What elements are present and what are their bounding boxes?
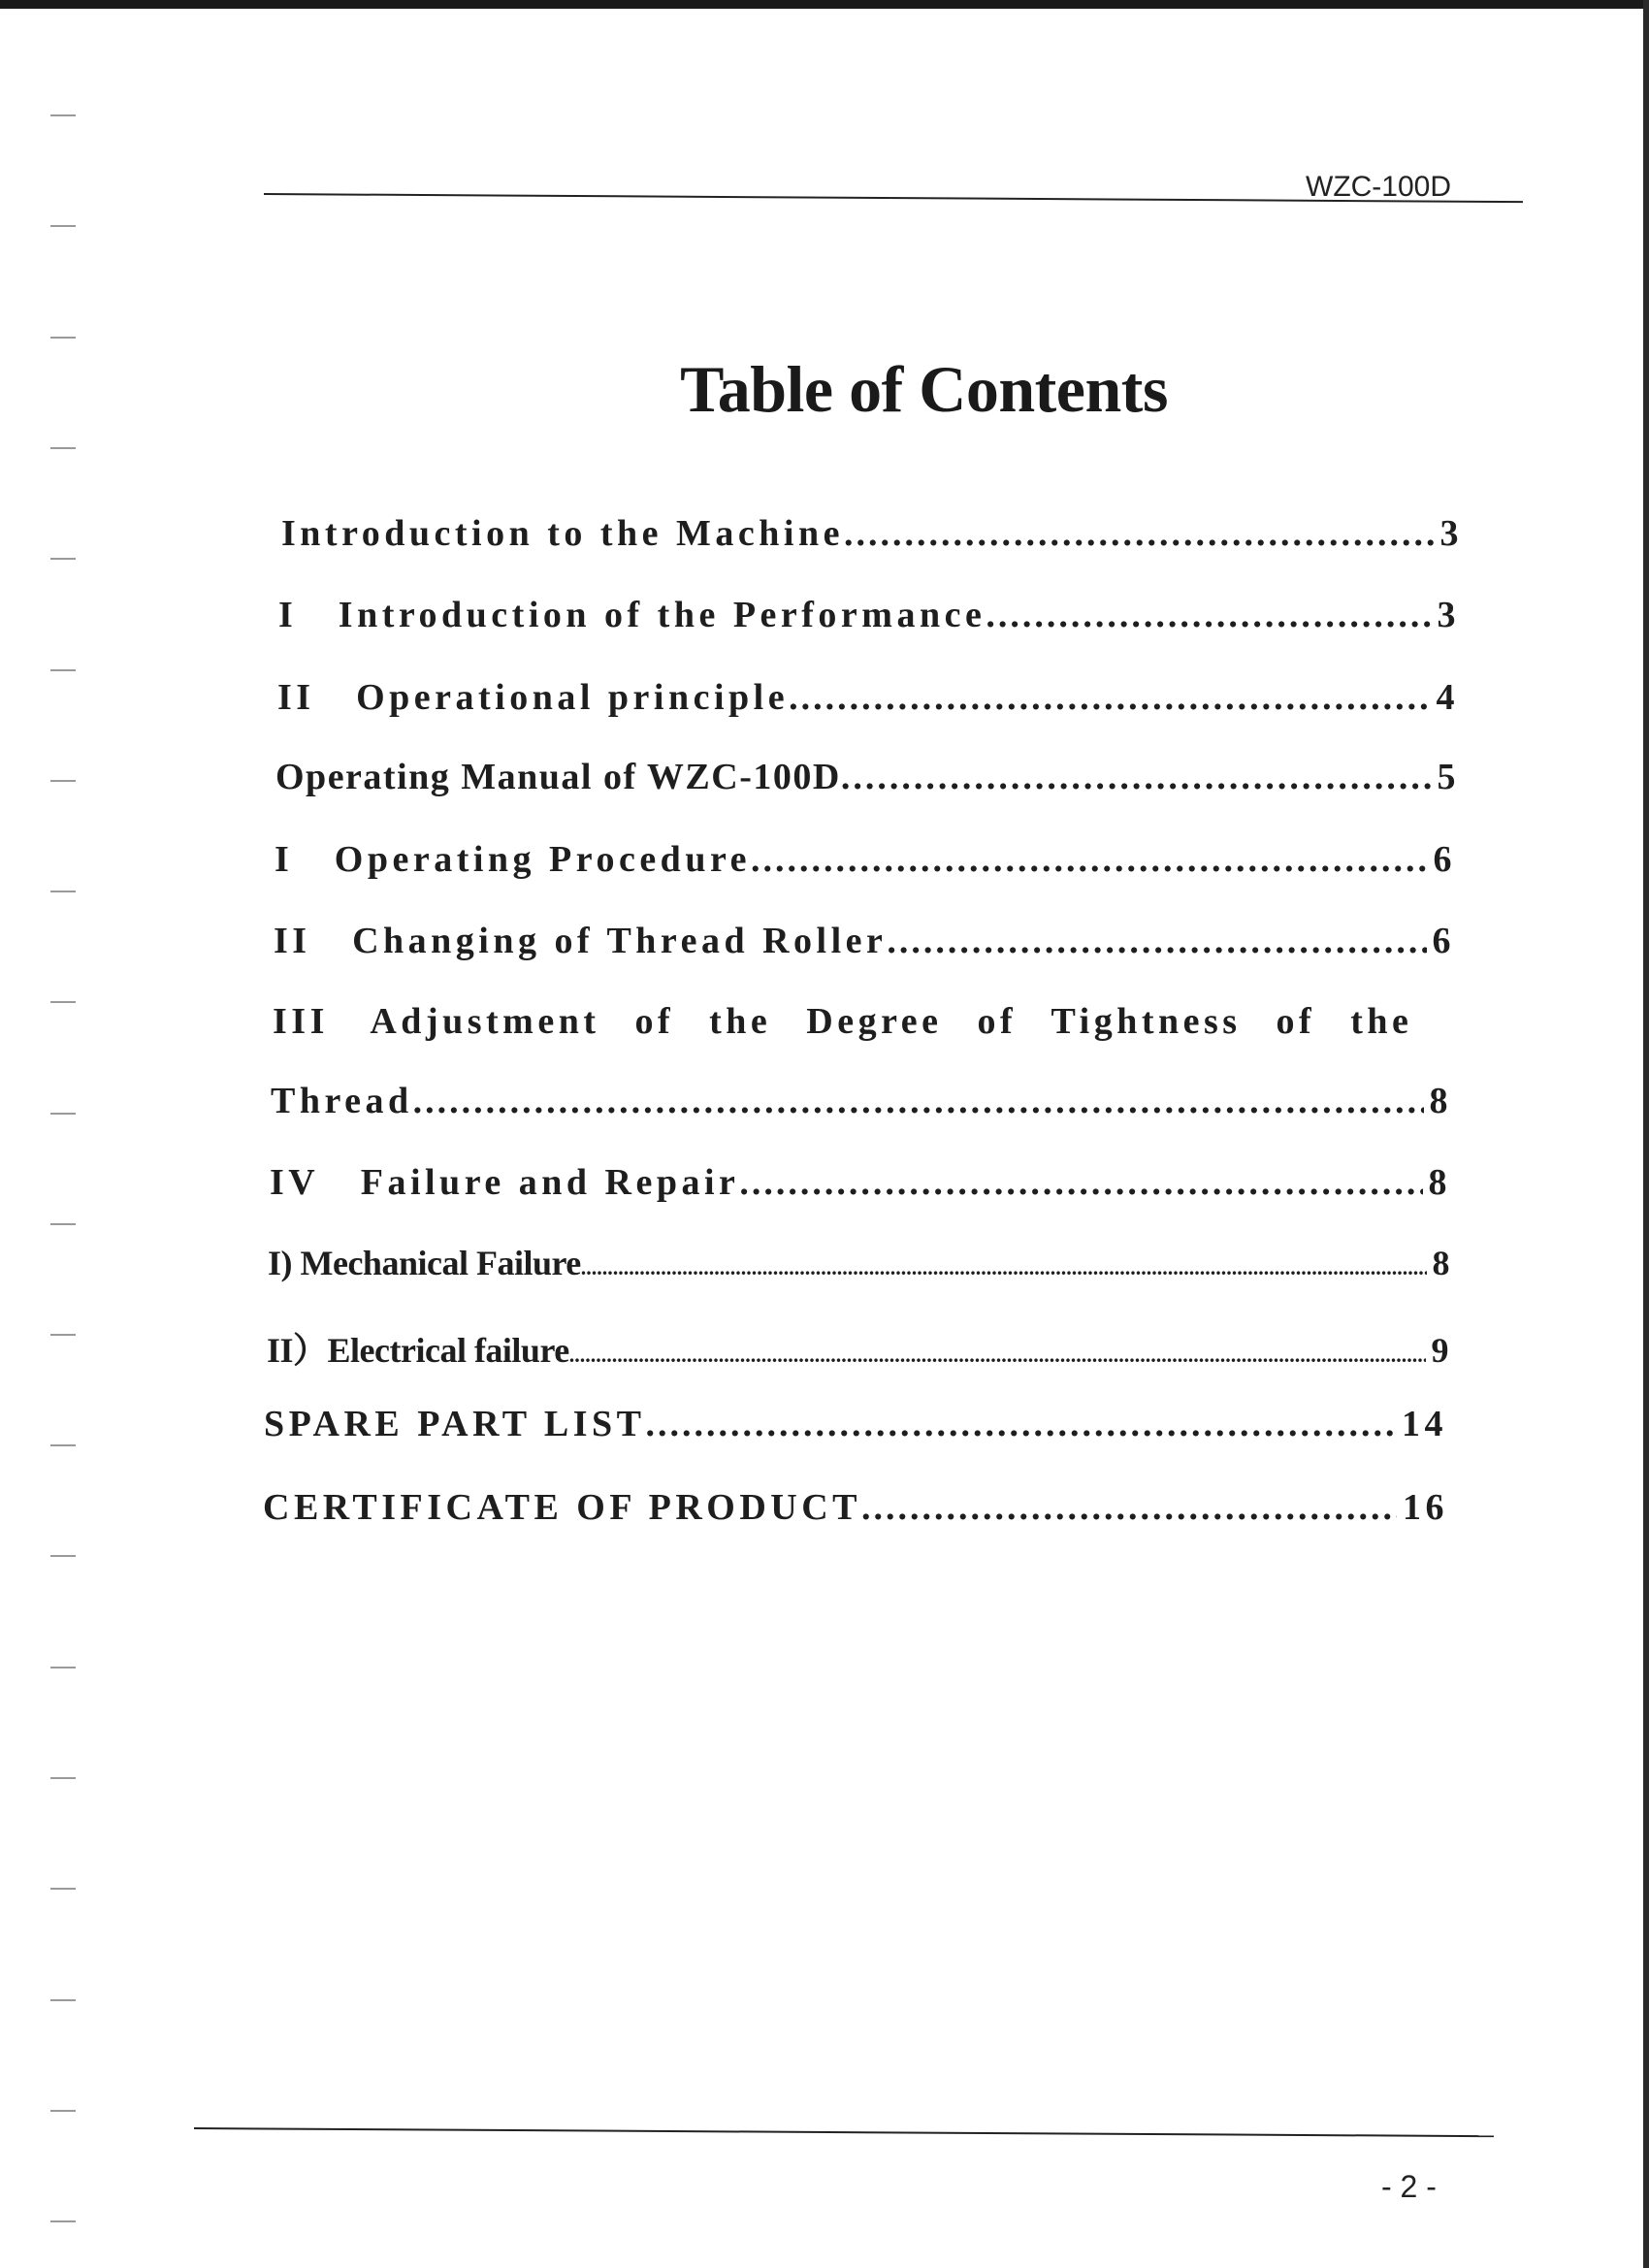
- toc-entry: [281, 512, 1463, 555]
- toc-leader-dots: [844, 512, 1435, 555]
- toc-entry-label: II）Electrical failure: [267, 1331, 569, 1370]
- page-number: - 2 -: [1381, 2169, 1437, 2204]
- toc-entry-label: I Operating Procedure: [275, 839, 751, 880]
- toc-entry-label: CERTIFICATE OF PRODUCT: [263, 1487, 862, 1528]
- toc-entry: [270, 1161, 1451, 1204]
- toc-entry-page: 6: [1432, 921, 1455, 961]
- toc-entry-page: 16: [1403, 1487, 1448, 1528]
- toc-leader-dots: [581, 1255, 1427, 1280]
- toc-leader-dots: [569, 1343, 1426, 1368]
- toc-entry-label: I) Mechanical Failure: [268, 1244, 581, 1282]
- toc-leader-dots: [841, 756, 1432, 798]
- toc-entry-label: Thread: [271, 1081, 413, 1121]
- toc-leader-dots: [751, 838, 1428, 881]
- toc-entry: [271, 1080, 1452, 1122]
- toc-entry-page: 8: [1429, 1081, 1452, 1121]
- toc-entry: [275, 756, 1457, 798]
- toc-leader-dots: [789, 676, 1430, 719]
- toc-entry-label: SPARE PART LIST: [264, 1404, 646, 1444]
- toc-entry: [278, 594, 1460, 636]
- toc-entry-label: Introduction to the Machine: [281, 513, 844, 554]
- toc-entry: [274, 920, 1455, 962]
- toc-leader-dots: [861, 1486, 1397, 1529]
- toc-entry: [277, 676, 1459, 719]
- toc-entry-label: IV Failure and Repair: [270, 1162, 740, 1203]
- toc-entry-page: 3: [1439, 513, 1463, 554]
- toc-entry-page: 14: [1402, 1404, 1447, 1444]
- toc-entry-page: 5: [1437, 757, 1457, 797]
- toc-entry: [268, 1243, 1449, 1283]
- toc-entry-page: 8: [1432, 1244, 1449, 1282]
- header-model: WZC-100D: [1306, 171, 1452, 203]
- toc-entry-label: III Adjustment of the Degree of Tightness of the: [273, 1001, 1413, 1042]
- toc-entry: [275, 838, 1456, 881]
- toc-entry: [267, 1323, 1448, 1373]
- toc-entry: [264, 1403, 1447, 1445]
- toc-entry-label: II Operational principle: [277, 677, 790, 718]
- toc-entry-page: 6: [1433, 839, 1456, 880]
- toc-entry: [273, 1000, 1454, 1043]
- toc-entry-page: 4: [1436, 677, 1459, 718]
- toc-entry-page: 9: [1431, 1331, 1448, 1370]
- toc-leader-dots: [739, 1161, 1422, 1204]
- toc-leader-dots: [986, 594, 1431, 636]
- toc-entry-label: Operating Manual of WZC-100D: [275, 757, 841, 797]
- page-title: Table of Contents: [680, 352, 1168, 426]
- toc-entry-page: 8: [1428, 1162, 1451, 1203]
- toc-entry-label: I Introduction of the Performance: [278, 595, 986, 635]
- toc-leader-dots: [413, 1080, 1424, 1122]
- toc-entry: [263, 1486, 1448, 1529]
- toc-entry-page: 3: [1437, 595, 1460, 635]
- toc-leader-dots: [887, 920, 1426, 962]
- toc-entry-label: II Changing of Thread Roller: [274, 921, 888, 961]
- toc-leader-dots: [645, 1403, 1396, 1445]
